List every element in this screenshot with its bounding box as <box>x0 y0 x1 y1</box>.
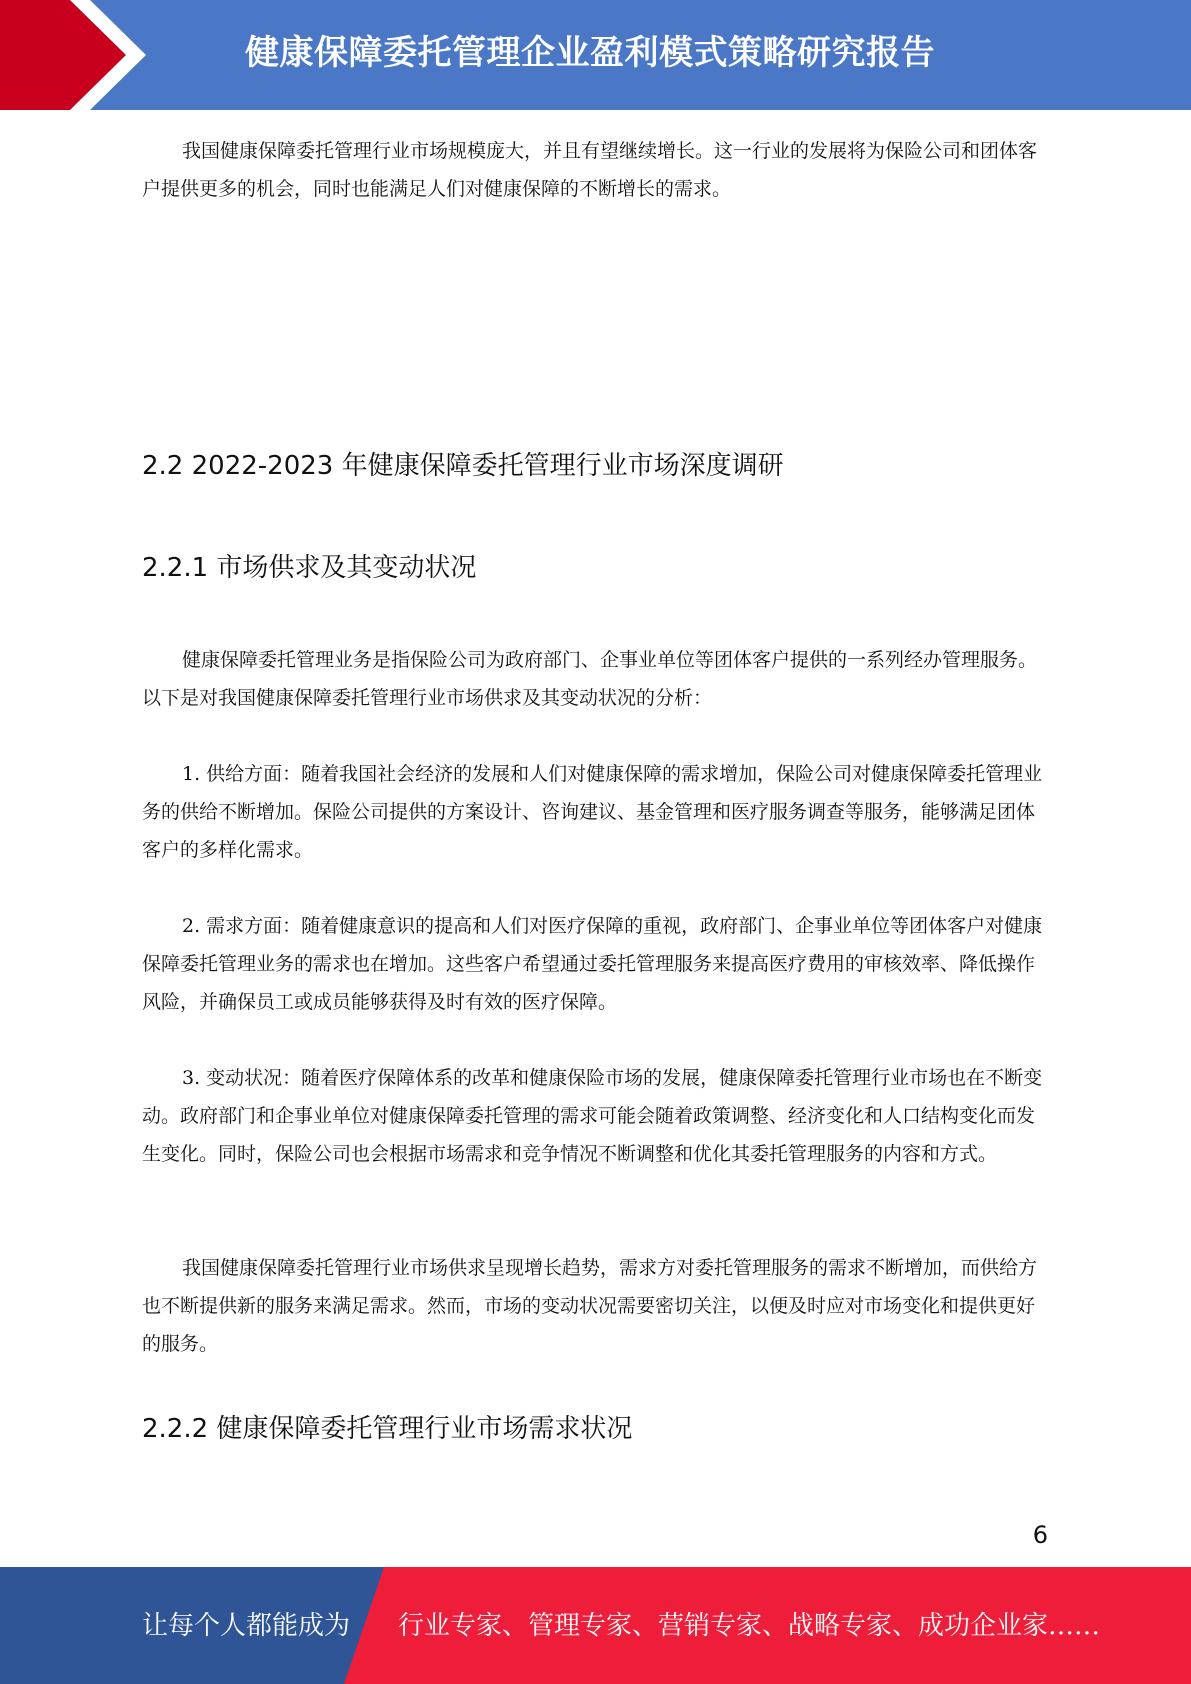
report-title: 健康保障委托管理企业盈利模式策略研究报告 <box>245 33 935 73</box>
paragraph-summary: 我国健康保障委托管理行业市场供求呈现增长趋势，需求方对委托管理服务的需求不断增加，而供给方也不断提供新的服务来满足需求。然而，市场的变动状况需要密切关注，以便及时应对市场变化和提供更好的服务。 <box>142 1257 1038 1355</box>
footer-slogan-right: 行业专家、管理专家、营销专家、战略专家、成功企业家…… <box>398 1611 1101 1641</box>
page-number: 6 <box>1032 1521 1048 1549</box>
section-heading-2-2-2: 2.2.2 健康保障委托管理行业市场需求状况 <box>142 1414 633 1444</box>
footer-banner <box>0 1567 1191 1684</box>
paragraph-changes: 3. 变动状况：随着医疗保障体系的改革和健康保险市场的发展，健康保障委托管理行业市场也在不断变动。政府部门和企事业单位对健康保障委托管理的需求可能会随着政策调整、经济变化和人口结构变化而发生变化。同时，保险公司也会根据市场需求和竞争情况不断调整和优化其委托管理服务的内容和方式。 <box>142 1067 1043 1165</box>
intro-paragraph: 我国健康保障委托管理行业市场规模庞大，并且有望继续增长。这一行业的发展将为保险公司和团体客户提供更多的机会，同时也能满足人们对健康保障的不断增长的需求。 <box>142 140 1038 200</box>
paragraph-demand: 2. 需求方面：随着健康意识的提高和人们对医疗保障的重视，政府部门、企事业单位等团体客户对健康保障委托管理业务的需求也在增加。这些客户希望通过委托管理服务来提高医疗费用的审核效率、降低操作风险，并确保员工或成员能够获得及时有效的医疗保障。 <box>142 915 1043 1013</box>
paragraph-definition: 健康保障委托管理业务是指保险公司为政府部门、企事业单位等团体客户提供的一系列经办管理服务。以下是对我国健康保障委托管理行业市场供求及其变动状况的分析： <box>142 649 1038 709</box>
section-heading-2-2: 2.2 2022-2023 年健康保障委托管理行业市场深度调研 <box>142 451 784 481</box>
header-banner <box>0 0 1191 110</box>
section-heading-2-2-1: 2.2.1 市场供求及其变动状况 <box>142 553 477 583</box>
paragraph-supply: 1. 供给方面：随着我国社会经济的发展和人们对健康保障的需求增加，保险公司对健康保障委托管理业务的供给不断增加。保险公司提供的方案设计、咨询建议、基金管理和医疗服务调查等服务，能够满足团体客户的多样化需求。 <box>142 763 1043 861</box>
header-red-arrow-decoration <box>0 0 150 110</box>
footer-slogan-left: 让每个人都能成为 <box>142 1611 351 1641</box>
